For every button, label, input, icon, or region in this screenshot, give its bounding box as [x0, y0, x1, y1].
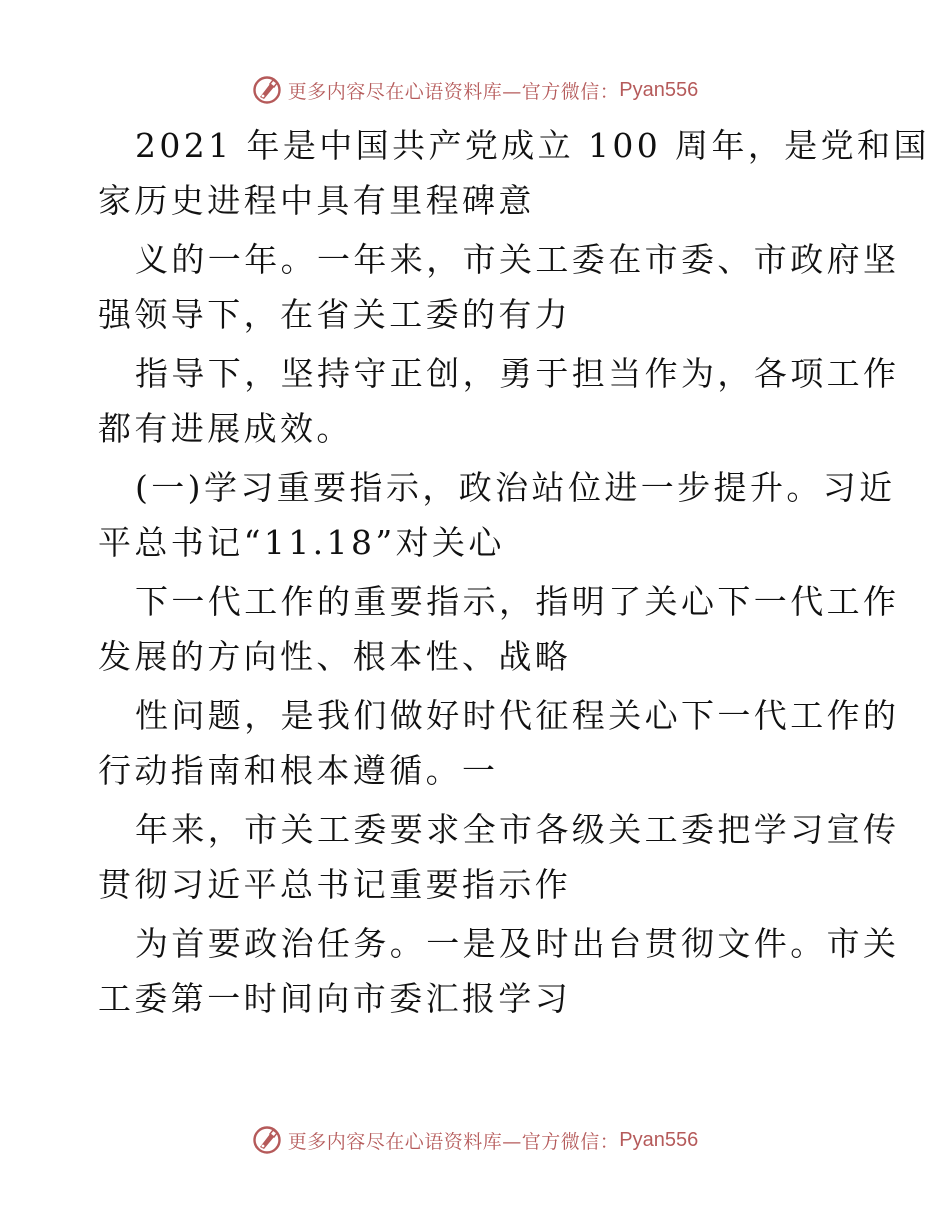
- paragraph: [98, 460, 896, 570]
- paragraph: [98, 688, 900, 798]
- paragraph: [98, 232, 900, 342]
- paragraph-line: 行动指南和根本遵循。一: [98, 751, 499, 790]
- paragraph-line: 工委第一时间向市委汇报学习: [98, 979, 572, 1018]
- watermark-text: 更多内容尽在心语资料库—官方微信：: [287, 1130, 620, 1153]
- paragraph: [98, 916, 900, 1026]
- paragraph: [98, 802, 900, 912]
- header-watermark: [0, 70, 950, 110]
- paragraph: [98, 574, 900, 684]
- watermark-text: 更多内容尽在心语资料库—官方微信：: [287, 80, 620, 103]
- watermark-wechat-id: Pyan556: [619, 1128, 699, 1151]
- paragraph-line: 平总书记“11.18”对关心: [98, 523, 505, 562]
- paragraph-line: 为首要政治任务。一是及时出台贯彻文件。市关: [135, 924, 900, 963]
- paragraph-line: (一)学习重要指示，政治站位进一步提升。习近: [135, 468, 896, 507]
- paragraph-line: 指导下，坚持守正创，勇于担当作为，各项工作: [135, 354, 900, 393]
- paragraph-line: 2021 年是中国共产党成立 100 周年，是党和国: [135, 126, 930, 165]
- paragraph-line: 性问题，是我们做好时代征程关心下一代工作的: [135, 696, 900, 735]
- paragraph-line: 义的一年。一年来，市关工委在市委、市政府坚: [135, 240, 900, 279]
- paragraph: [98, 346, 900, 456]
- paragraph-line: 发展的方向性、根本性、战略: [98, 637, 572, 676]
- pen-nib-circle-icon: [252, 75, 282, 105]
- paragraph-line: 下一代工作的重要指示，指明了关心下一代工作: [135, 582, 900, 621]
- paragraph: [98, 118, 930, 228]
- paragraph-line: 贯彻习近平总书记重要指示作: [98, 865, 572, 904]
- paragraph-line: 家历史进程中具有里程碑意: [98, 181, 535, 220]
- paragraph-line: 年来，市关工委要求全市各级关工委把学习宣传: [135, 810, 900, 849]
- pen-nib-circle-icon: [252, 1125, 282, 1155]
- paragraph-line: 都有进展成效。: [98, 409, 353, 448]
- watermark-wechat-id: Pyan556: [619, 78, 699, 101]
- document-body: [98, 118, 930, 1026]
- paragraph-line: 强领导下，在省关工委的有力: [98, 295, 572, 334]
- footer-watermark: [0, 1120, 950, 1160]
